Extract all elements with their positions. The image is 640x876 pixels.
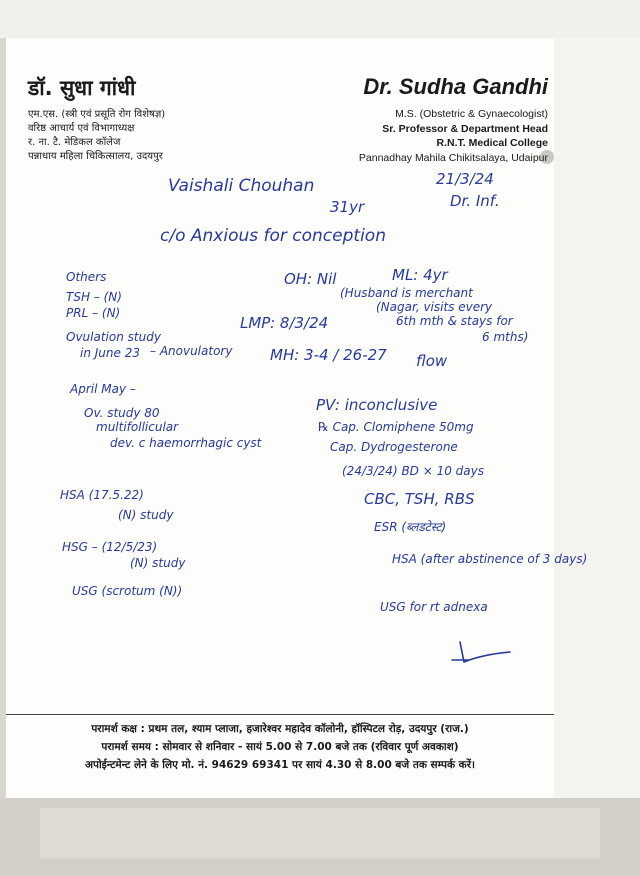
husband-note-3: 6th mth & stays for: [396, 314, 513, 328]
left-note-7: April May –: [70, 382, 136, 396]
left-note-3: PRL – (N): [66, 306, 121, 320]
footer-address: परामर्श कक्ष : प्रथम तल, श्याम प्लाजा, हजारेश्वर महादेव कॉलोनी, हॉस्पिटल रोड़, उदयपुर (राज.): [91, 723, 469, 735]
clinic-footer: [0, 720, 560, 774]
left-note-8: Ov. study 80: [84, 406, 160, 420]
investigation-4: USG for rt adnexa: [380, 600, 488, 614]
signature: [448, 636, 518, 668]
left-note-2: TSH – (N): [66, 290, 122, 304]
patient-name: Vaishali Chouhan: [168, 176, 315, 196]
menstrual-flow: flow: [416, 352, 448, 370]
investigation-3: HSA (after abstinence of 3 days): [392, 552, 588, 566]
left-note-9: multifollicular: [96, 420, 179, 434]
letterhead-english: [288, 74, 548, 165]
footer-timing: परामर्श समय : सोमवार से शनिवार - सायं 5.00 से 7.00 बजे तक (रविवार पूर्ण अवकाश): [101, 741, 459, 753]
designation-english: Sr. Professor & Department Head: [382, 122, 548, 135]
investigation-1: CBC, TSH, RBS: [364, 490, 475, 508]
footer-divider: [6, 714, 554, 715]
obstetric-history: OH: Nil: [284, 270, 337, 288]
husband-note-4: 6 mths): [482, 330, 529, 344]
left-note-1: Others: [66, 270, 107, 284]
patient-age: 31yr: [330, 198, 365, 216]
designation-hindi: वरिष्ठ आचार्य एवं विभागाध्यक्ष: [28, 123, 135, 134]
rx-line-3: (24/3/24) BD × 10 days: [342, 464, 485, 478]
husband-note-2: (Nagar, visits every: [376, 300, 493, 314]
qualification-english: M.S. (Obstetric & Gynaecologist): [395, 108, 548, 120]
left-note-11: HSA (17.5.22): [60, 488, 144, 502]
rx-line-1: ℞ Cap. Clomiphene 50mg: [318, 420, 474, 434]
left-note-6: – Anovulatory: [150, 344, 233, 358]
doctor-name-english: Dr. Sudha Gandhi: [363, 74, 548, 99]
pv-exam: PV: inconclusive: [316, 396, 438, 414]
left-note-13: HSG – (12/5/23): [62, 540, 158, 554]
qualification-hindi: एम.एस. (स्त्री एवं प्रसूति रोग विशेषज्ञ): [28, 109, 166, 120]
left-note-4: Ovulation study: [66, 330, 161, 344]
note-date: 21/3/24: [436, 170, 494, 188]
letterhead-hindi: [28, 74, 308, 164]
doctor-name-hindi: डॉ. सुधा गांधी: [28, 76, 136, 100]
left-note-15: USG (scrotum (N)): [72, 584, 183, 598]
college-hindi: र. ना. टै. मेडिकल कॉलेज: [28, 137, 121, 148]
left-note-12: (N) study: [118, 508, 174, 522]
lmp: LMP: 8/3/24: [240, 314, 329, 332]
scan-right-margin: [554, 38, 640, 798]
scan-bottom-shade: [40, 808, 600, 858]
hospital-english: Pannadhay Mahila Chikitsalaya, Udaipur: [358, 151, 548, 164]
investigation-2: ESR (ब्लडटेस्ट): [374, 520, 447, 534]
scan-top-margin: [0, 0, 640, 38]
complaint: c/o Anxious for conception: [160, 226, 386, 246]
hospital-hindi: पन्नाधाय महिला चिकित्सालय, उदयपुर: [28, 151, 163, 162]
menstrual-history: MH: 3-4 / 26-27: [270, 346, 387, 364]
rx-line-2: Cap. Dydrogesterone: [330, 440, 458, 454]
left-note-5: in June 23: [80, 346, 140, 360]
husband-note-1: (Husband is merchant: [340, 286, 473, 300]
married-life: ML: 4yr: [392, 266, 448, 284]
college-english: R.N.T. Medical College: [436, 137, 548, 149]
left-note-14: (N) study: [130, 556, 186, 570]
doctor-note: Dr. Inf.: [450, 192, 500, 210]
left-note-10: dev. c haemorrhagic cyst: [110, 436, 262, 450]
footer-appointment: अपोईन्टमेन्ट लेने के लिए मो. नं. 94629 69341 पर सायं 4.30 से 8.00 बजे तक सम्पर्क करें।: [84, 759, 476, 771]
